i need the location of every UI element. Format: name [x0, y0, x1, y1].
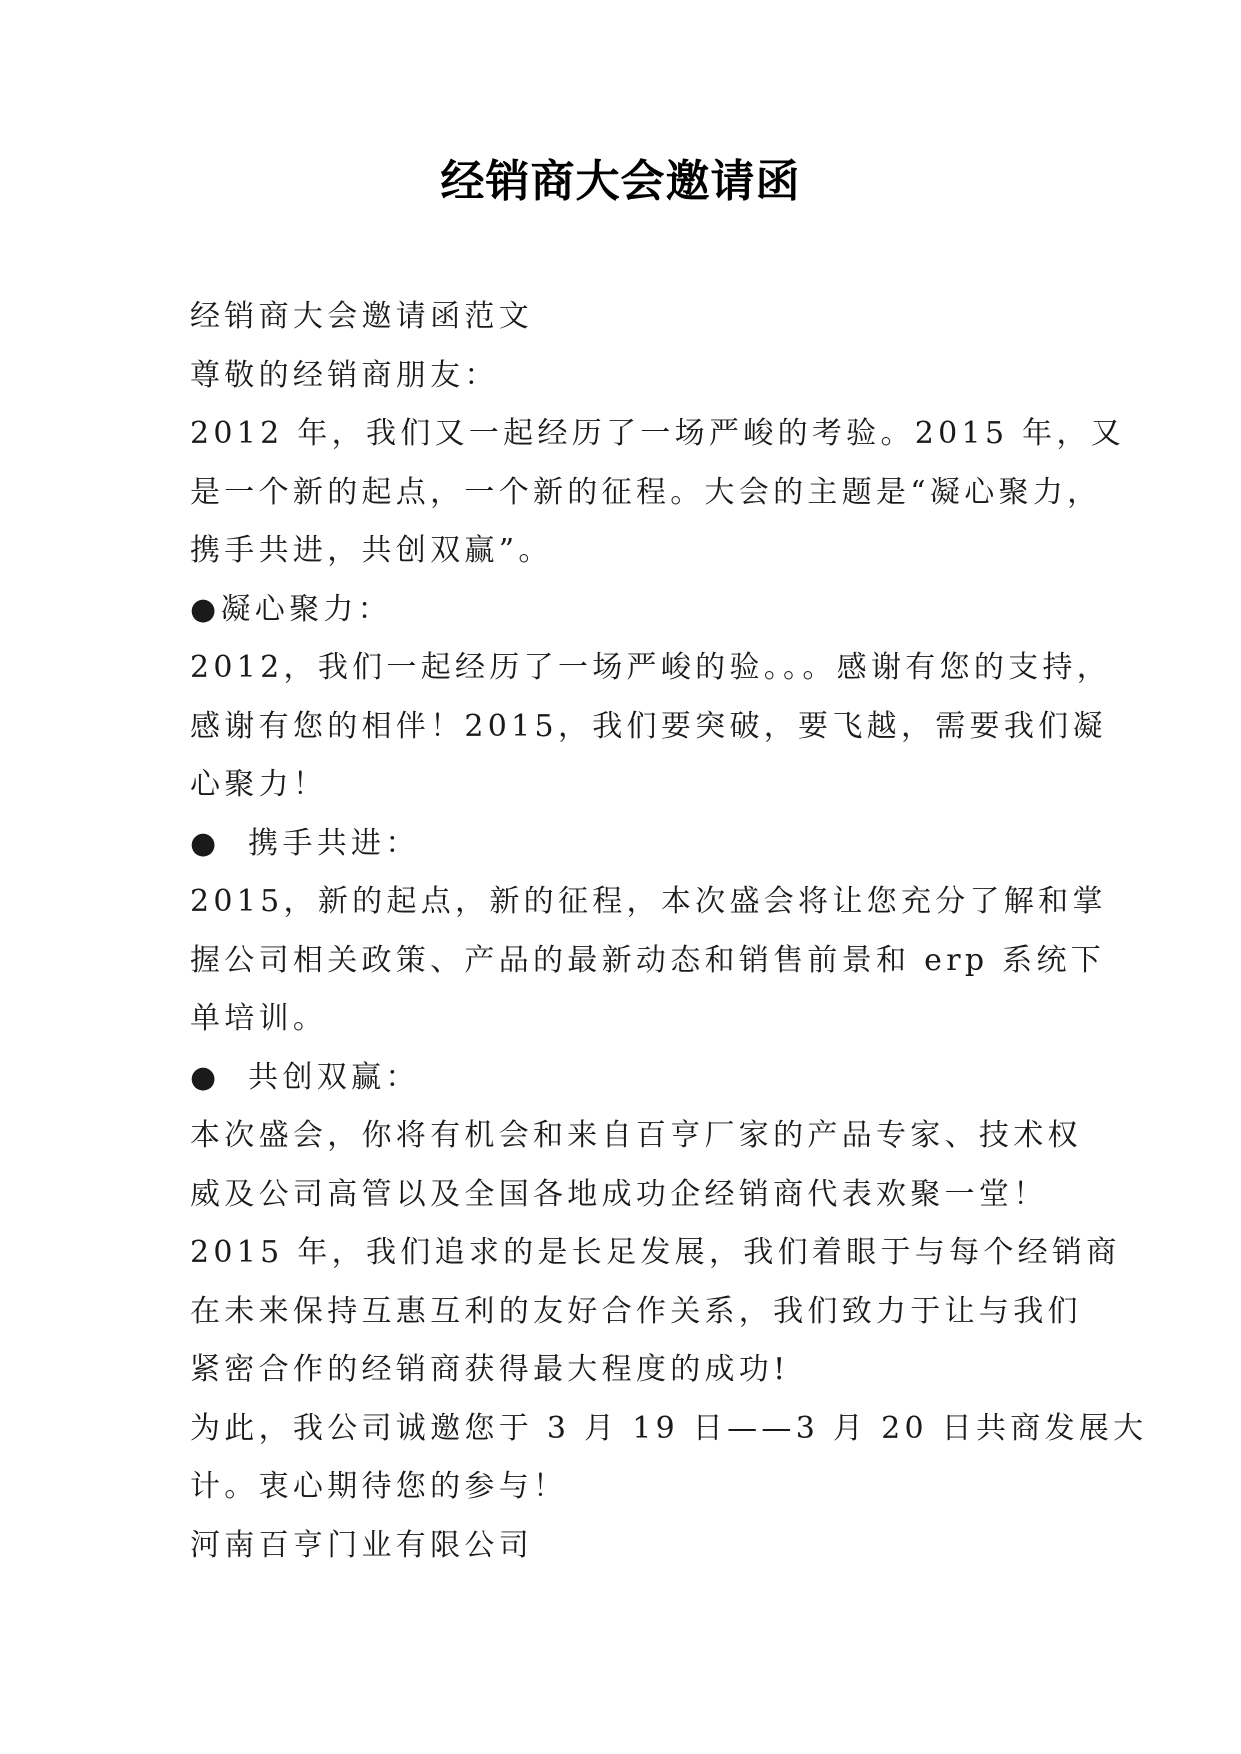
signature-company: 河南百亨门业有限公司 — [190, 1527, 533, 1563]
paragraph-line: 是一个新的起点，一个新的征程。大会的主题是“凝心聚力， — [190, 474, 1102, 510]
section-heading-gongchuang: ● 共创双赢： — [190, 1059, 420, 1095]
paragraph-line: 为此，我公司诚邀您于 3 月 19 日——3 月 20 日共商发展大 — [190, 1410, 1148, 1446]
paragraph-line: 2012，我们一起经历了一场严峻的验。。。感谢有您的支持， — [190, 650, 1112, 685]
paragraph-line: 计。衷心期待您的参与！ — [190, 1469, 568, 1504]
paragraph-subtitle: 经销商大会邀请函范文 — [190, 299, 533, 334]
paragraph-line: 携手共进，共创双赢”。 — [190, 533, 553, 568]
paragraph-line: 本次盛会，你将有机会和来自百亨厂家的产品专家、技术权 — [190, 1118, 1082, 1153]
document-body — [190, 288, 1148, 1575]
section-heading-xieshou: ● 携手共进： — [190, 825, 420, 861]
paragraph-line: 心聚力！ — [190, 767, 328, 802]
paragraph-line: 在未来保持互惠互利的友好合作关系，我们致力于让与我们 — [190, 1293, 1082, 1329]
paragraph-line: 握公司相关政策、产品的最新动态和销售前景和 erp 系统下 — [190, 942, 1106, 978]
paragraph-line: 感谢有您的相伴！2015，我们要突破，要飞越，需要我们凝 — [190, 708, 1107, 744]
paragraph-line: 威及公司高管以及全国各地成功企经销商代表欢聚一堂！ — [190, 1176, 1048, 1212]
paragraph-line: 2015 年，我们追求的是长足发展，我们着眼于与每个经销商 — [190, 1235, 1121, 1270]
document-title: 经销商大会邀请函 — [440, 156, 801, 207]
paragraph-line: 单培训。 — [190, 1001, 328, 1036]
section-heading-ningxin: ●凝心聚力： — [190, 591, 392, 627]
paragraph-line: 2012 年，我们又一起经历了一场严峻的考验。2015 年，又 — [190, 416, 1126, 451]
paragraph-line: 2015，新的起点，新的征程，本次盛会将让您充分了解和掌 — [190, 884, 1107, 919]
paragraph-salutation: 尊敬的经销商朋友： — [190, 357, 499, 393]
paragraph-line: 紧密合作的经销商获得最大程度的成功! — [190, 1352, 790, 1387]
